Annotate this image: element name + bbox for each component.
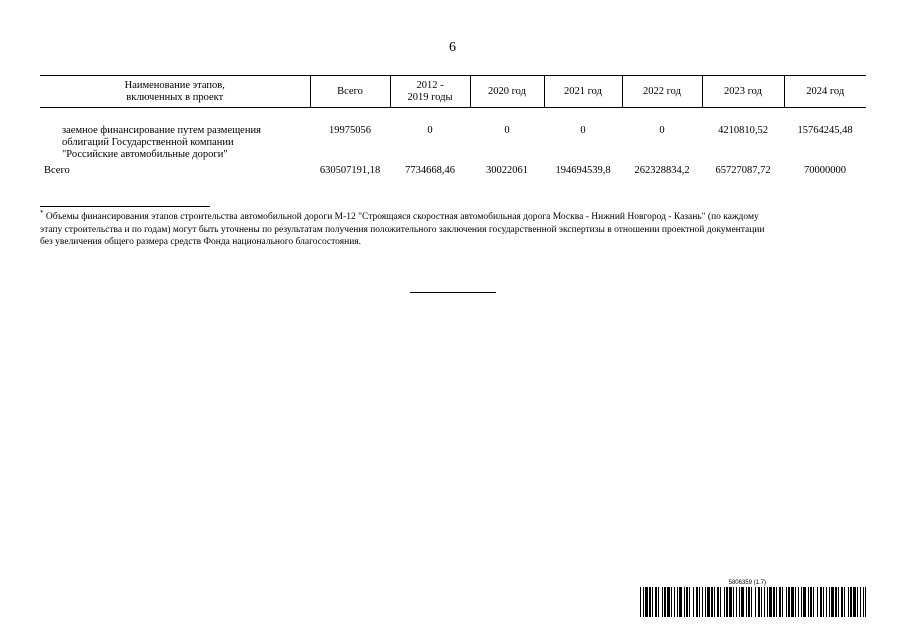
- header-years-2012-2019: [390, 76, 470, 108]
- cell-total: 19975056: [329, 125, 371, 136]
- header-2022: 2022 год: [622, 76, 702, 108]
- cell-2024: 70000000: [804, 165, 846, 176]
- end-of-section-rule: [410, 292, 496, 293]
- table-header-row: [40, 76, 866, 108]
- barcode-caption: 5806359 (1.7): [728, 580, 766, 586]
- header-stage-name-line1: Наименование этапов,: [124, 79, 225, 91]
- barcode-image: [640, 587, 866, 617]
- cell-2022: 0: [659, 125, 665, 136]
- header-total: Всего: [310, 76, 390, 108]
- footnote-line2: этапу строительства и по годам) могут быть уточнены по результатам получения положительного заключения государственной экспертизы в отношении проектной документации: [40, 224, 765, 235]
- header-2023: 2023 год: [702, 76, 784, 108]
- cell-2022: 262328834,2: [634, 165, 690, 176]
- row-total-label: Всего: [44, 165, 70, 176]
- header-stage-name: [40, 76, 310, 108]
- cell-total: 630507191,18: [319, 165, 381, 176]
- header-2020: 2020 год: [470, 76, 544, 108]
- cell-2023: 65727087,72: [715, 165, 771, 176]
- header-years-line1: 2012 -: [416, 79, 444, 91]
- footnote-marker: *: [40, 208, 44, 217]
- row-stage-name-line3: "Российские автомобильные дороги": [62, 149, 228, 160]
- header-2021: 2021 год: [544, 76, 622, 108]
- table-row-total: [40, 161, 866, 177]
- footnote-separator: [40, 206, 210, 207]
- header-years-line2: 2019 годы: [407, 91, 453, 103]
- cell-2020: 0: [504, 125, 510, 136]
- cell-2021: 194694539,8: [555, 165, 611, 176]
- cell-2021: 0: [580, 125, 586, 136]
- footnote-line1-text: Объемы финансирования этапов строительства автомобильной дороги М-12 "Строящаяся скоростная автомобильная дорога Москва - Нижний Новгород - Казань" (по каждому: [43, 212, 759, 222]
- footnote-line1: [40, 208, 866, 224]
- financing-table: [40, 75, 866, 177]
- footnote: [40, 208, 866, 249]
- header-2024: 2024 год: [784, 76, 866, 108]
- row-stage-name-line1: заемное финансирование путем размещения: [62, 125, 261, 136]
- page-number: 6: [449, 40, 456, 55]
- header-stage-name-line2: включенных в проект: [126, 91, 224, 103]
- footnote-line3: без увеличения общего размера средств Фонда национального благосостояния.: [40, 237, 362, 247]
- cell-2012-2019: 7734668,46: [405, 165, 455, 176]
- cell-2023: 4210810,52: [718, 125, 768, 136]
- barcode-block: [640, 579, 866, 617]
- cell-2020: 30022061: [486, 165, 528, 176]
- row-stage-name-line2: облигаций Государственной компании: [62, 137, 234, 148]
- table-row-bond-financing: [40, 108, 866, 162]
- cell-2012-2019: 0: [427, 125, 433, 136]
- cell-2024: 15764245,48: [797, 125, 853, 136]
- row-stage-name: [40, 108, 310, 162]
